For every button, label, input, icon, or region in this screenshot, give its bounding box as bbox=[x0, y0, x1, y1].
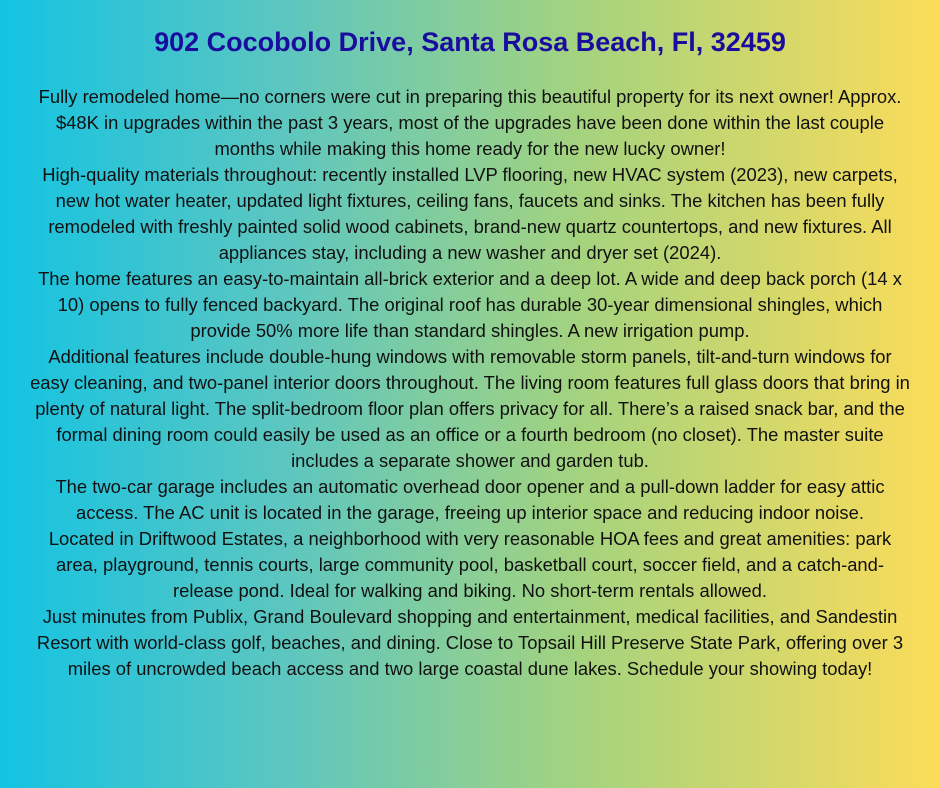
description-paragraph-garage: The two-car garage includes an automatic overhead door opener and a pull-down ladder for easy attic access. The AC unit is located in the garage, freeing up interior space and reducing indoor noise. bbox=[55, 476, 885, 523]
description-paragraph-neighborhood: Located in Driftwood Estates, a neighborhood with very reasonable HOA fees and great amenities: park area, playground, tennis courts, large community pool, basketball court, soccer field, and a catch-and-release pond. Ideal for walking and biking. No short-term rentals allowed. bbox=[48, 528, 892, 601]
description-paragraph-exterior: The home features an easy-to-maintain all-brick exterior and a deep lot. A wide and deep back porch (14 x 10) opens to fully fenced backyard. The original roof has durable 30-year dimensional shingles, which provide 50% more life than standard shingles. A new irrigation pump. bbox=[38, 268, 902, 341]
description-paragraph-features: Additional features include double-hung windows with removable storm panels, tilt-and-turn windows for easy cleaning, and two-panel interior doors throughout. The living room features full glass doors that bring in plenty of natural light. The split-bedroom floor plan offers privacy for all. There’s a raised snack bar, and the formal dining room could easily be used as an office or a fourth bedroom (no closet). The master suite includes a separate shower and garden tub. bbox=[30, 346, 910, 471]
listing-description bbox=[28, 84, 912, 682]
description-paragraph-materials: High-quality materials throughout: recently installed LVP flooring, new HVAC system (2023), new carpets, new hot water heater, updated light fixtures, ceiling fans, faucets and sinks. The kitchen has been fully remodeled with freshly painted solid wood cabinets, brand-new quartz countertops, and new fixtures. All appliances stay, including a new washer and dryer set (2024). bbox=[42, 164, 898, 263]
description-paragraph-intro: Fully remodeled home—no corners were cut in preparing this beautiful property for its next owner! Approx. $48K in upgrades within the past 3 years, most of the upgrades have been done within the last couple months while making this home ready for the new lucky owner! bbox=[38, 86, 902, 159]
description-paragraph-location: Just minutes from Publix, Grand Boulevard shopping and entertainment, medical facilities, and Sandestin Resort with world-class golf, beaches, and dining. Close to Topsail Hill Preserve State Park, offering over 3 miles of uncrowded beach access and two large coastal dune lakes. Schedule your showing today! bbox=[36, 606, 904, 679]
listing-address-title: 902 Cocobolo Drive, Santa Rosa Beach, Fl, 32459 bbox=[154, 27, 786, 57]
